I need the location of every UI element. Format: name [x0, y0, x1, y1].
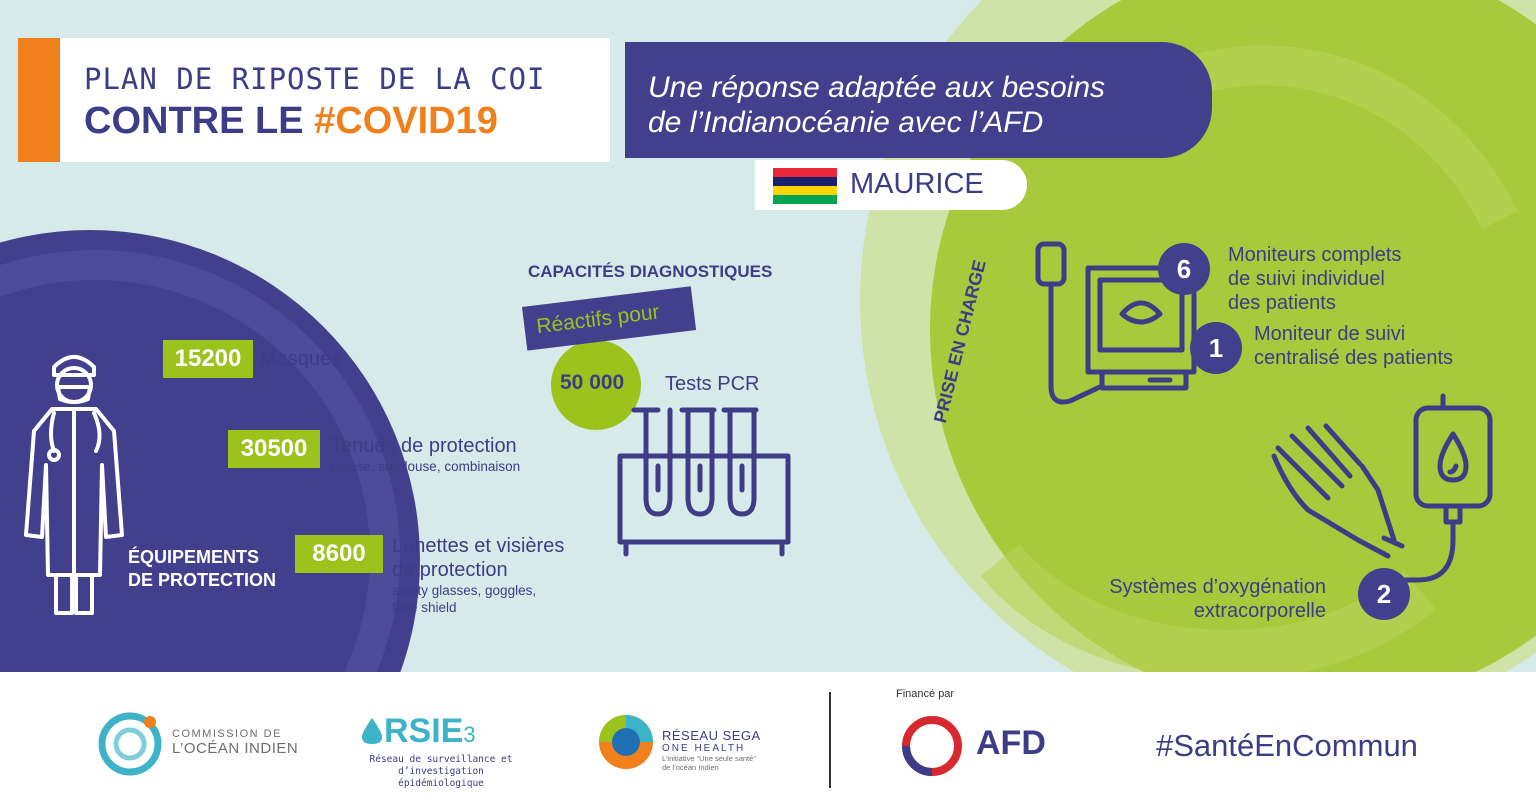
monitors-label-line-3: des patients	[1228, 292, 1336, 314]
central-monitor-label	[1254, 322, 1453, 370]
central-monitor-label-line-2: centralisé des patients	[1254, 347, 1454, 369]
suits-value-box: 30500	[228, 430, 320, 468]
goggles-detail-line-2: face shield	[392, 600, 457, 615]
title-line-2	[84, 100, 498, 143]
sega-line-3: L’initiative “Une seule santé”	[662, 754, 756, 763]
equipment-heading-line-1: ÉQUIPEMENTS	[128, 547, 260, 567]
rsie-number: 3	[463, 722, 476, 747]
title-accent-bar	[18, 38, 60, 162]
health-worker-icon	[14, 345, 134, 625]
monitors-count-badge: 6	[1158, 243, 1210, 295]
sega-line-2: ONE HEALTH	[662, 743, 746, 754]
title-prefix: CONTRE LE	[84, 100, 315, 142]
test-tubes-icon	[612, 402, 796, 562]
goggles-value-box: 8600	[295, 535, 383, 573]
coi-line-1: COMMISSION DE	[172, 728, 282, 740]
subtitle-line-1: Une réponse adaptée aux besoins	[648, 71, 1106, 104]
reagents-tag-label: Réactifs pour	[535, 300, 661, 339]
ecmo-label	[1100, 575, 1326, 623]
goggles-label-line-2: de protection	[392, 559, 508, 581]
rsie-line-2: d’investigation épidémiologique	[398, 766, 484, 789]
pcr-value: 50 000	[560, 371, 625, 394]
rsie-drop-icon	[360, 716, 384, 746]
afd-logo-text: AFD	[976, 724, 1046, 762]
rsie-line-1: Réseau de surveillance et	[369, 754, 513, 765]
equipment-heading-line-2: DE PROTECTION	[128, 570, 277, 591]
sega-line-4: de l’océan Indien	[662, 763, 719, 772]
ecmo-count-badge: 2	[1358, 568, 1410, 620]
funded-by-label: Financé par	[896, 688, 955, 700]
coi-line-2: L’OCÉAN INDIEN	[172, 740, 299, 757]
goggles-label-line-1: Lunettes et visières	[392, 535, 565, 557]
central-monitor-count-badge: 1	[1190, 322, 1242, 374]
rsie-name: RSIE	[384, 712, 464, 750]
sega-logo-icon	[596, 712, 656, 772]
ecmo-label-line-2: extracorporelle	[1193, 600, 1326, 622]
care-heading: PRISE EN CHARGE	[930, 257, 990, 425]
coi-logo-icon	[98, 710, 164, 776]
monitors-label-line-1: Moniteurs complets	[1228, 244, 1402, 266]
iv-oxygenation-icon	[1268, 390, 1500, 590]
sega-logo-text	[662, 728, 761, 772]
subtitle-text	[648, 70, 1105, 141]
suits-label: Tenues de protection	[331, 435, 517, 457]
monitors-label-line-2: de suivi individuel	[1228, 268, 1385, 290]
masks-value-box: 15200	[163, 340, 253, 378]
footer	[0, 672, 1536, 807]
central-monitor-label-line-1: Moniteur de suivi	[1254, 323, 1406, 345]
flag-stripe-blue	[773, 177, 837, 186]
ecmo-label-line-1: Systèmes d’oxygénation	[1109, 576, 1326, 598]
footer-divider	[829, 692, 831, 788]
masks-label: Masques	[260, 348, 342, 370]
rsie-tagline	[353, 754, 529, 790]
equipment-heading	[128, 546, 276, 593]
coi-logo-text	[172, 728, 298, 757]
title-hashtag: #COVID19	[314, 100, 498, 142]
flag-stripe-yellow	[773, 186, 837, 195]
country-name: MAURICE	[850, 168, 984, 200]
footer-hashtag: #SantéEnCommun	[1156, 728, 1418, 763]
sega-line-1: RÉSEAU SEGA	[662, 728, 761, 743]
suits-detail: blouse, surblouse, combinaison	[331, 459, 521, 474]
monitors-label	[1228, 243, 1401, 315]
diagnostics-heading: CAPACITÉS DIAGNOSTIQUES	[528, 262, 773, 281]
mauritius-flag-icon	[773, 168, 837, 204]
afd-logo-icon	[898, 712, 966, 780]
title-line-1: PLAN DE RIPOSTE DE LA COI	[84, 62, 546, 96]
goggles-detail-line-1: safety glasses, goggles,	[392, 583, 537, 598]
pcr-label: Tests PCR	[665, 373, 760, 395]
subtitle-line-2: de l’Indianocéanie avec l’AFD	[648, 106, 1044, 140]
rsie-logo-name	[384, 712, 476, 751]
flag-stripe-green	[773, 195, 837, 204]
flag-stripe-red	[773, 168, 837, 177]
